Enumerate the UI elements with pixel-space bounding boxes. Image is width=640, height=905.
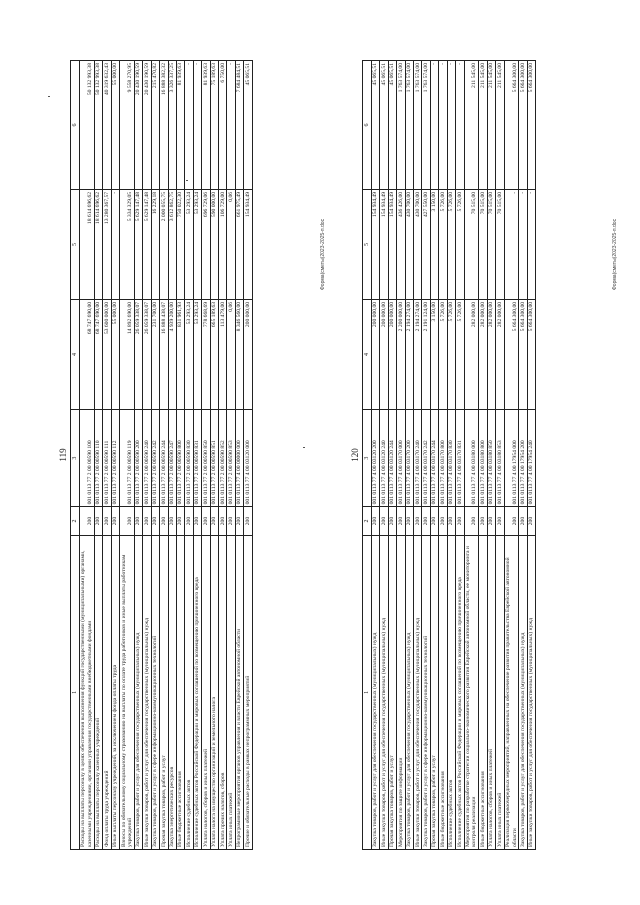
row-code-cell: 001 0113 77 4 00 03120 244 [388, 409, 396, 506]
row-amount-remaining-cell: 211 545,00 [487, 61, 495, 190]
table-row [519, 61, 527, 850]
row-amount-executed-cell: - [519, 189, 527, 299]
row-amount-approved-cell: 68 747 690,00 [94, 299, 102, 409]
table-row [151, 61, 159, 850]
row-amount-approved-cell: 5 664 300,00 [504, 299, 519, 409]
row-amount-remaining-cell: 45 065,51 [388, 61, 396, 190]
table-row [380, 61, 388, 850]
row-amount-executed-cell: 18 614 696,62 [79, 189, 94, 299]
row-name-cell: Иные закупки товаров, работ и услуг для обеспечения государственных (муниципальных) нужд [414, 535, 422, 849]
row-amount-executed-cell: 3 612 862,75 [168, 189, 176, 299]
row-name-cell: Реализация первоочередных мероприятий, направленных на обеспечение развития правительства Еврейской автономной области [504, 535, 519, 849]
table-row [134, 61, 142, 850]
row-amount-executed-cell: 53 293,24 [193, 189, 201, 299]
row-amount-executed-cell: 0,06 [227, 189, 235, 299]
row-amount-executed-cell: - [504, 189, 519, 299]
row-col2-cell: 200 [371, 507, 379, 535]
row-amount-remaining-cell: 3 326 337,25 [168, 61, 176, 190]
row-amount-executed-cell: 427 550,00 [422, 189, 430, 299]
row-amount-executed-cell: 590 000,00 [210, 189, 218, 299]
row-amount-approved-cell: 53 293,24 [193, 299, 201, 409]
row-code-cell: 001 0113 77 2 00 00590 851 [210, 409, 218, 506]
row-name-cell: Исполнение судебных актов [185, 535, 193, 849]
row-code-cell: 001 0113 77 4 00 03120 000 [244, 409, 252, 506]
table-row [456, 61, 464, 850]
row-code-cell: 001 0113 77 2 00 00590 247 [168, 409, 176, 506]
row-col2-cell: 200 [527, 507, 535, 535]
table-row [143, 61, 151, 850]
row-amount-approved-cell: 282 000,00 [487, 299, 495, 409]
row-name-cell: Закупка товаров, работ и услуг для обеспечения государственных (муниципальных) нужд [371, 535, 379, 849]
row-name-cell: Иные выплаты персоналу учреждений, за исключением фонда оплаты труда [111, 535, 119, 849]
row-code-cell: 001 0113 77 4 00 03170 000 [397, 409, 405, 506]
column-header: 5 [71, 189, 80, 299]
column-header: 3 [363, 409, 372, 506]
row-col2-cell: 200 [168, 507, 176, 535]
right-budget-table [362, 60, 536, 850]
row-name-cell: Иные закупки товаров, работ и услуг для обеспечения государственных (муниципальных) нужд [527, 535, 535, 849]
table-row [111, 61, 119, 850]
row-col2-cell: 200 [388, 507, 396, 535]
row-col2-cell: 200 [487, 507, 495, 535]
row-amount-executed-cell: 154 934,49 [244, 189, 252, 299]
row-amount-approved-cell: 68 747 690,00 [79, 299, 94, 409]
row-amount-executed-cell: 106 729,00 [219, 189, 227, 299]
row-col2-cell: 200 [464, 507, 479, 535]
row-amount-approved-cell: 2 194 274,00 [405, 299, 413, 409]
table-row [487, 61, 495, 850]
row-amount-approved-cell: 282 000,00 [479, 299, 487, 409]
row-col2-cell: 200 [439, 507, 447, 535]
row-col2-cell: 200 [185, 507, 193, 535]
scan-speck [48, 96, 50, 97]
row-amount-executed-cell: 5 629 147,48 [134, 189, 142, 299]
row-col2-cell: 200 [227, 507, 235, 535]
row-name-cell: Уплата налогов, сборов и иных платежей [202, 535, 210, 849]
row-amount-remaining-cell: - [456, 61, 464, 190]
row-name-cell: Исполнение судебных актов Российской Федерации и мировых соглашений по возмещению причиненного вреда [456, 535, 464, 849]
row-code-cell: 001 0113 77 2 00 00590 800 [176, 409, 184, 506]
row-amount-executed-cell: 16 229,18 [151, 189, 159, 299]
row-col2-cell: 200 [160, 507, 168, 535]
table-row [176, 61, 184, 850]
row-name-cell: Уплата налога на имущество организаций и земельного налога [210, 535, 218, 849]
row-amount-executed-cell: 70 515,00 [496, 189, 504, 299]
row-amount-remaining-cell: 45 065,51 [244, 61, 252, 190]
column-header: 4 [71, 299, 80, 409]
row-amount-executed-cell: 154 934,49 [388, 189, 396, 299]
row-name-cell: Закупка товаров, работ и услуг для обеспечения государственных (муниципальных) нужд [405, 535, 413, 849]
row-amount-remaining-cell: 20 430 190,59 [134, 61, 142, 190]
row-amount-remaining-cell: 81 939,63 [176, 61, 184, 190]
row-amount-remaining-cell: 7 684 484,51 [235, 61, 243, 190]
row-code-cell: 001 0113 77 2 00 00590 242 [151, 409, 159, 506]
row-code-cell: 001 0113 77 2 00 00590 119 [120, 409, 135, 506]
row-name-cell: Закупка товаров, работ и услуг в сфере информационно-коммуникационных технологий [151, 535, 159, 849]
row-code-cell: 001 0113 77 4 00 17954 000 [504, 409, 519, 506]
row-code-cell: 001 0113 77 4 00 17954 240 [527, 409, 535, 506]
row-name-cell: Иные бюджетные ассигнования [439, 535, 447, 849]
row-amount-approved-cell: 5 726,00 [439, 299, 447, 409]
row-name-cell: Мероприятия по разработке стратегии социально-экономического развития Еврейской автономной области, ее мониторинга и контроля реализации [464, 535, 479, 849]
table-row [371, 61, 379, 850]
table-row [464, 61, 479, 850]
row-col2-cell: 200 [397, 507, 405, 535]
row-col2-cell: 200 [111, 507, 119, 535]
row-name-cell: Исполнение судебных актов [447, 535, 455, 849]
row-amount-approved-cell: 282 000,00 [496, 299, 504, 409]
column-header: 4 [363, 299, 372, 409]
left-table-body [79, 61, 252, 850]
row-amount-executed-cell: 18 614 696,62 [94, 189, 102, 299]
row-amount-remaining-cell: 16 888 382,32 [160, 61, 168, 190]
column-header: 6 [363, 61, 372, 190]
row-amount-remaining-cell: 50 132 993,38 [79, 61, 94, 190]
row-amount-approved-cell: 200 000,00 [244, 299, 252, 409]
row-amount-executed-cell: - [527, 189, 535, 299]
row-name-cell: Уплата иных платежей [496, 535, 504, 849]
row-amount-approved-cell: 8 346 560,00 [235, 299, 243, 409]
row-amount-approved-cell: 282 000,00 [464, 299, 479, 409]
row-name-cell: Уплата налогов, сборов и иных платежей [487, 535, 495, 849]
row-name-cell: Закупка энергетических ресурсов [168, 535, 176, 849]
right-footer-note: Форма(сметы)2023-2025-п.doc [612, 218, 618, 290]
table-row [397, 61, 405, 850]
row-amount-remaining-cell: 211 545,00 [479, 61, 487, 190]
table-row [527, 61, 535, 850]
table-row [430, 61, 438, 850]
row-code-cell: 001 0113 77 2 00 00590 112 [111, 409, 119, 506]
row-col2-cell: 200 [94, 507, 102, 535]
row-name-cell: Прочая закупка товаров, работ и услуг [430, 535, 438, 849]
row-code-cell: 001 0113 77 4 00 03170 240 [414, 409, 422, 506]
row-name-cell: Уплата прочих налогов, сборов [219, 535, 227, 849]
row-amount-remaining-cell: 45 065,51 [380, 61, 388, 190]
row-code-cell: 001 0113 77 4 00 03170 244 [430, 409, 438, 506]
row-col2-cell: 200 [479, 507, 487, 535]
column-header: 2 [363, 507, 372, 535]
row-name-cell: Прочие и обязательные расходы в рамках непрограммных мероприятий [244, 535, 252, 849]
row-amount-remaining-cell: 50 132 993,38 [94, 61, 102, 190]
row-amount-approved-cell: 778 668,69 [202, 299, 210, 409]
row-name-cell: Закупка товаров, работ и услуг для обеспечения государственных (муниципальных) нужд [519, 535, 527, 849]
row-amount-executed-cell: 70 515,00 [479, 189, 487, 299]
row-code-cell: 001 0113 77 2 00 00590 111 [103, 409, 111, 506]
row-name-cell: Иные бюджетные ассигнования [176, 535, 184, 849]
row-col2-cell: 200 [202, 507, 210, 535]
row-amount-executed-cell: 3 150,00 [430, 189, 438, 299]
table-row [235, 61, 243, 850]
row-amount-remaining-cell: 1 763 574,00 [422, 61, 430, 190]
row-col2-cell: 200 [496, 507, 504, 535]
row-code-cell: 001 0113 77 2 00 00590 200 [134, 409, 142, 506]
row-code-cell: 001 0113 77 4 00 03180 850 [487, 409, 495, 506]
row-code-cell: 001 0113 77 4 00 00000 000 [235, 409, 243, 506]
row-amount-remaining-cell: - [227, 61, 235, 190]
row-amount-executed-cell: 70 515,00 [487, 189, 495, 299]
table-row [193, 61, 201, 850]
scan-speck [186, 180, 188, 181]
table-row [219, 61, 227, 850]
row-col2-cell: 200 [414, 507, 422, 535]
row-amount-executed-cell: 661 975,49 [235, 189, 243, 299]
row-amount-remaining-cell: 45 065,51 [371, 61, 379, 190]
row-amount-approved-cell: 200 000,00 [380, 299, 388, 409]
row-col2-cell: 200 [456, 507, 464, 535]
row-amount-approved-cell: 14 892 690,00 [120, 299, 135, 409]
row-amount-remaining-cell: 1 763 574,00 [405, 61, 413, 190]
row-code-cell: 001 0113 77 2 00 00590 853 [227, 409, 235, 506]
row-amount-executed-cell: 5 726,00 [439, 189, 447, 299]
row-amount-executed-cell: 53 293,24 [185, 189, 193, 299]
row-amount-approved-cell: 5 726,00 [447, 299, 455, 409]
table-row [160, 61, 168, 850]
row-amount-executed-cell: 70 515,00 [464, 189, 479, 299]
table-row [94, 61, 102, 850]
row-col2-cell: 200 [151, 507, 159, 535]
table-row [405, 61, 413, 850]
right-page [320, 0, 640, 905]
row-amount-executed-cell: 750 022,30 [176, 189, 184, 299]
row-code-cell: 001 0113 77 2 00 00590 831 [193, 409, 201, 506]
row-col2-cell: 200 [103, 507, 111, 535]
row-amount-remaining-cell: - [439, 61, 447, 190]
row-name-cell: Расходы на выплаты персоналу казенных учреждений [94, 535, 102, 849]
table-row [120, 61, 135, 850]
row-amount-approved-cell: 113 479,00 [219, 299, 227, 409]
row-amount-approved-cell: 26 059 338,07 [143, 299, 151, 409]
row-amount-remaining-cell: 6 750,00 [219, 61, 227, 190]
row-amount-approved-cell: 2 200 000,00 [397, 299, 405, 409]
row-col2-cell: 200 [447, 507, 455, 535]
row-amount-remaining-cell: 9 558 270,95 [120, 61, 135, 190]
column-header: 3 [71, 409, 80, 506]
row-amount-executed-cell: 436 426,00 [397, 189, 405, 299]
row-amount-remaining-cell: 5 664 300,00 [527, 61, 535, 190]
row-name-cell: Прочая закупка товаров, работ и услуг [160, 535, 168, 849]
row-name-cell: Уплата иных платежей [227, 535, 235, 849]
row-code-cell: 001 0113 77 2 00 00590 100 [79, 409, 94, 506]
row-col2-cell: 200 [143, 507, 151, 535]
row-code-cell: 001 0113 77 4 00 17954 200 [519, 409, 527, 506]
row-amount-approved-cell: 5 726,00 [456, 299, 464, 409]
row-code-cell: 001 0113 77 4 00 03170 831 [456, 409, 464, 506]
row-amount-approved-cell: 53 293,24 [185, 299, 193, 409]
row-col2-cell: 200 [79, 507, 94, 535]
row-amount-remaining-cell: - [185, 61, 193, 190]
row-amount-executed-cell: 5 726,00 [456, 189, 464, 299]
table-row [422, 61, 430, 850]
row-col2-cell: 200 [380, 507, 388, 535]
right-page-number: 120 [350, 448, 360, 462]
row-name-cell: Фонд оплаты труда учреждений [103, 535, 111, 849]
table-header-row [71, 61, 80, 850]
table-row [244, 61, 252, 850]
row-amount-approved-cell: 2 191 124,00 [422, 299, 430, 409]
row-amount-approved-cell: 3 150,00 [430, 299, 438, 409]
row-amount-executed-cell: 5 629 147,48 [143, 189, 151, 299]
row-amount-remaining-cell: 20 430 190,59 [143, 61, 151, 190]
row-amount-remaining-cell: 211 545,00 [464, 61, 479, 190]
row-amount-remaining-cell: - [193, 61, 201, 190]
row-amount-approved-cell: 665 189,63 [210, 299, 218, 409]
column-header: 1 [363, 535, 372, 849]
row-amount-executed-cell: 2 000 055,75 [160, 189, 168, 299]
row-name-cell: Иные бюджетные ассигнования [479, 535, 487, 849]
row-amount-remaining-cell: 55 000,00 [111, 61, 119, 190]
row-code-cell: 001 0113 77 4 00 03170 830 [447, 409, 455, 506]
table-row [210, 61, 218, 850]
row-amount-approved-cell: 831 961,93 [176, 299, 184, 409]
row-code-cell: 001 0113 77 2 00 00590 850 [202, 409, 210, 506]
row-code-cell: 001 0113 77 4 00 03170 242 [422, 409, 430, 506]
column-header: 2 [71, 507, 80, 535]
column-header: 5 [363, 189, 372, 299]
row-col2-cell: 200 [176, 507, 184, 535]
row-col2-cell: 200 [193, 507, 201, 535]
table-row [439, 61, 447, 850]
row-amount-approved-cell: 5 664 300,00 [519, 299, 527, 409]
row-amount-executed-cell: 5 726,00 [447, 189, 455, 299]
table-row [79, 61, 94, 850]
row-amount-remaining-cell: 5 664 300,00 [519, 61, 527, 190]
row-amount-executed-cell: 154 934,49 [371, 189, 379, 299]
row-amount-executed-cell: 154 934,49 [380, 189, 388, 299]
table-row [227, 61, 235, 850]
row-code-cell: 001 0113 77 4 00 03170 800 [439, 409, 447, 506]
row-amount-remaining-cell: 211 545,00 [496, 61, 504, 190]
row-amount-approved-cell: 0,06 [227, 299, 235, 409]
row-amount-executed-cell: 430 700,00 [414, 189, 422, 299]
row-col2-cell: 200 [422, 507, 430, 535]
row-code-cell: 001 0113 77 4 00 03180 853 [496, 409, 504, 506]
row-amount-approved-cell: 53 600 000,00 [103, 299, 111, 409]
row-code-cell: 001 0113 77 4 00 03180 800 [479, 409, 487, 506]
row-code-cell: 001 0113 77 2 00 00590 240 [143, 409, 151, 506]
table-row [103, 61, 111, 850]
left-page-sheet [58, 60, 328, 850]
table-row [479, 61, 487, 850]
row-col2-cell: 200 [134, 507, 142, 535]
row-amount-remaining-cell: 1 763 574,00 [414, 61, 422, 190]
row-amount-executed-cell: 696 729,06 [202, 189, 210, 299]
row-code-cell: 001 0113 77 2 00 00590 110 [94, 409, 102, 506]
table-row [496, 61, 504, 850]
table-row [202, 61, 210, 850]
row-name-cell: Иные закупки товаров, работ и услуг для обеспечения государственных (муниципальных) нужд [380, 535, 388, 849]
row-col2-cell: 200 [235, 507, 243, 535]
row-col2-cell: 200 [219, 507, 227, 535]
row-code-cell: 001 0113 77 4 00 03120 240 [380, 409, 388, 506]
row-name-cell: Иные закупки товаров, работ и услуг для обеспечения государственных (муниципальных) нужд [143, 535, 151, 849]
row-amount-remaining-cell: - [447, 61, 455, 190]
row-amount-remaining-cell: - [430, 61, 438, 190]
row-amount-remaining-cell: 75 189,63 [210, 61, 218, 190]
table-row [168, 61, 176, 850]
row-amount-executed-cell: 430 700,00 [405, 189, 413, 299]
row-amount-executed-cell: - [111, 189, 119, 299]
left-budget-table [70, 60, 253, 850]
table-row [185, 61, 193, 850]
row-amount-approved-cell: 55 000,00 [111, 299, 119, 409]
row-amount-approved-cell: 2 194 274,00 [414, 299, 422, 409]
row-code-cell: 001 0113 77 4 00 03120 200 [371, 409, 379, 506]
column-header: 1 [71, 535, 80, 849]
row-amount-executed-cell: 5 334 329,05 [120, 189, 135, 299]
row-amount-approved-cell: 231 700,00 [151, 299, 159, 409]
row-code-cell: 001 0113 77 2 00 00590 852 [219, 409, 227, 506]
row-amount-approved-cell: 200 000,00 [371, 299, 379, 409]
row-amount-remaining-cell: 81 939,63 [202, 61, 210, 190]
row-name-cell: Закупка товаров, работ и услуг в сфере информационно-коммуникационных технологий [422, 535, 430, 849]
row-code-cell: 001 0113 77 4 00 03180 000 [464, 409, 479, 506]
table-row [388, 61, 396, 850]
row-name-cell: Расходы на выплаты персоналу в целях обеспечения выполнения функций государственными (муниципальными) органами, казенными учреждениями, органами управления государственными внебюджетными фондами [79, 535, 94, 849]
row-code-cell: 001 0113 77 2 00 00590 830 [185, 409, 193, 506]
row-col2-cell: 200 [210, 507, 218, 535]
row-amount-approved-cell: 16 888 438,07 [160, 299, 168, 409]
row-amount-remaining-cell: 40 319 632,43 [103, 61, 111, 190]
row-amount-approved-cell: 4 939 200,00 [168, 299, 176, 409]
row-name-cell: Закупка товаров, работ и услуг для обеспечения государственных (муниципальных) нужд [134, 535, 142, 849]
scan-speck [303, 447, 305, 448]
left-footer-note: Форма(сметы)2023-2025-п.doc [320, 218, 326, 290]
row-amount-remaining-cell: 1 763 574,00 [397, 61, 405, 190]
left-page-number: 119 [58, 448, 68, 462]
row-name-cell: Прочая закупка товаров, работ и услуг [388, 535, 396, 849]
row-code-cell: 001 0113 77 4 00 03170 200 [405, 409, 413, 506]
table-header-row [363, 61, 372, 850]
row-col2-cell: 200 [405, 507, 413, 535]
row-amount-approved-cell: 5 664 300,00 [527, 299, 535, 409]
table-row [504, 61, 519, 850]
row-amount-approved-cell: 26 059 338,07 [134, 299, 142, 409]
row-amount-executed-cell: 13 280 367,57 [103, 189, 111, 299]
row-amount-remaining-cell: 215 470,82 [151, 61, 159, 190]
row-col2-cell: 200 [504, 507, 519, 535]
right-page-sheet [350, 60, 620, 850]
row-code-cell: 001 0113 77 2 00 00590 244 [160, 409, 168, 506]
row-name-cell: Взносы по обязательному социальному страхованию на выплаты по оплате труда работников и иные выплаты работникам учреждений [120, 535, 135, 849]
table-row [414, 61, 422, 850]
row-col2-cell: 200 [120, 507, 135, 535]
row-col2-cell: 200 [244, 507, 252, 535]
row-col2-cell: 200 [430, 507, 438, 535]
row-amount-approved-cell: 200 000,00 [388, 299, 396, 409]
row-name-cell: Непрограммные мероприятия органов управления и власти Еврейской автономной области [235, 535, 243, 849]
row-name-cell: Исполнение судебных актов Российской Федерации и мировых соглашений по возмещению причиненного вреда [193, 535, 201, 849]
row-name-cell: Мероприятия по защите информации [397, 535, 405, 849]
row-amount-remaining-cell: 5 664 300,00 [504, 61, 519, 190]
table-row [447, 61, 455, 850]
column-header: 6 [71, 61, 80, 190]
right-table-body [371, 61, 535, 850]
row-col2-cell: 200 [519, 507, 527, 535]
